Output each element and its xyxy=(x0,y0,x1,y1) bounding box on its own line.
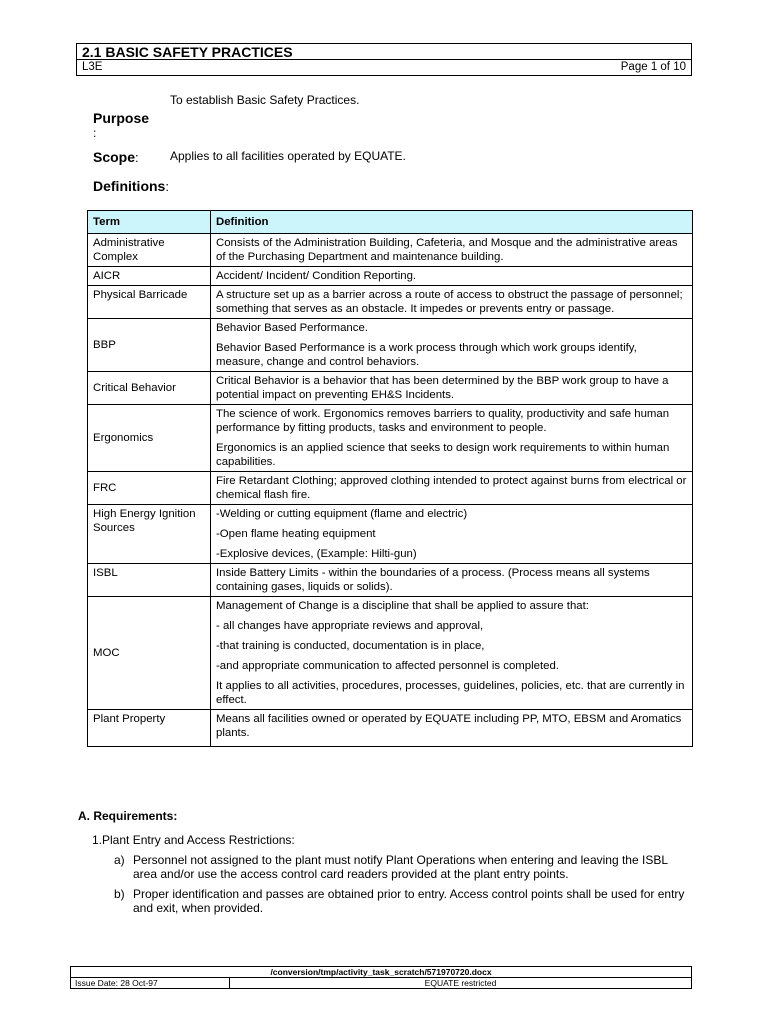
definition-cell xyxy=(211,234,693,267)
table-row xyxy=(88,597,693,710)
requirement-subitem xyxy=(114,853,694,881)
subitem-text: Proper identification and passes are obtained prior to entry. Access control points shall be used for entry and exit, when provided. xyxy=(133,887,685,915)
document-title-text: 2.1 BASIC SAFETY PRACTICES xyxy=(82,44,293,60)
table-row xyxy=(88,505,693,564)
term-cell: MOC xyxy=(88,597,211,710)
table-row xyxy=(88,564,693,597)
table-row xyxy=(88,472,693,505)
scope-text: Applies to all facilities operated by EQUATE. xyxy=(170,149,406,163)
footer-issue-date: Issue Date: 28 Oct-97 xyxy=(71,978,230,989)
definition-text: Accident/ Incident/ Condition Reporting. xyxy=(216,270,417,282)
definition-text: Inside Battery Limits - within the boundaries of a process. (Process means all systems containing gases, liquids or solids). xyxy=(216,567,650,593)
definition-text: It applies to all activities, procedures, processes, guidelines, policies, etc. that are currently in effect. xyxy=(216,680,685,706)
table-row xyxy=(88,405,693,472)
definition-cell xyxy=(211,372,693,405)
definition-cell xyxy=(211,564,693,597)
scope-label-text: Scope xyxy=(93,149,136,165)
definition-text: -that training is conducted, documentation is in place, xyxy=(216,640,485,652)
purpose-label: Purpose xyxy=(93,110,150,126)
document-title xyxy=(76,43,692,60)
term-cell: Critical Behavior xyxy=(88,372,211,405)
term-cell: High Energy Ignition Sources xyxy=(88,505,211,564)
requirements-heading: A. Requirements: xyxy=(78,809,178,823)
table-header-row xyxy=(88,211,693,234)
table-row xyxy=(88,234,693,267)
definition-text: -Open flame heating equipment xyxy=(216,528,376,540)
definition-text: Means all facilities owned or operated by EQUATE including PP, MTO, EBSM and Aromatics plants. xyxy=(216,713,682,739)
subitem-marker: b) xyxy=(114,887,125,901)
definition-text: -and appropriate communication to affected personnel is completed. xyxy=(216,660,559,672)
definitions-colon: : xyxy=(165,179,169,194)
definition-cell xyxy=(211,319,693,372)
definition-text: Behavior Based Performance. xyxy=(216,322,368,334)
definition-text: -Welding or cutting equipment (flame and electric) xyxy=(216,508,468,520)
term-cell: ISBL xyxy=(88,564,211,597)
subitem-marker: a) xyxy=(114,853,125,867)
definition-text: Consists of the Administration Building, Cafeteria, and Mosque and the administrative areas of the Purchasing Department and maintenance building. xyxy=(216,237,678,263)
column-header-definition: Definition xyxy=(211,211,693,234)
document-code: L3E xyxy=(82,61,103,73)
definitions-table xyxy=(87,210,693,747)
definition-cell xyxy=(211,472,693,505)
definitions-label xyxy=(93,178,169,194)
subitem-text: Personnel not assigned to the plant must notify Plant Operations when entering and leaving the ISBL area and/or use the access control card readers provided at the plant entry points. xyxy=(133,853,668,881)
term-cell: Ergonomics xyxy=(88,405,211,472)
purpose-colon: : xyxy=(93,126,97,140)
definition-text: -Explosive devices, (Example: Hilti-gun) xyxy=(216,548,417,560)
term-cell: Physical Barricade xyxy=(88,286,211,319)
definitions-label-text: Definitions xyxy=(93,178,166,194)
definition-cell xyxy=(211,286,693,319)
term-cell: Plant Property xyxy=(88,710,211,747)
definition-text: A structure set up as a barrier across a route of access to obstruct the passage of personnel; something that serves as an obstacle. It impedes or prevents entry or passage. xyxy=(216,289,683,315)
scope-label xyxy=(93,149,139,165)
table-row xyxy=(88,372,693,405)
definition-text: Behavior Based Performance is a work process through which work groups identify, measure, change and control behaviors. xyxy=(216,342,637,368)
term-cell: Administrative Complex xyxy=(88,234,211,267)
table-row xyxy=(88,267,693,286)
term-cell: BBP xyxy=(88,319,211,372)
footer-classification: EQUATE restricted xyxy=(230,978,692,989)
definition-text: - all changes have appropriate reviews and approval, xyxy=(216,620,484,632)
page-footer xyxy=(70,966,692,989)
definition-text: The science of work. Ergonomics removes barriers to quality, productivity and safe human performance by fitting products, tasks and environment to people. xyxy=(216,408,670,434)
definition-text: Fire Retardant Clothing; approved clothing intended to protect against burns from electrical or chemical flash fire. xyxy=(216,475,687,501)
definition-text: Ergonomics is an applied science that seeks to design work requirements to within human capabilities. xyxy=(216,442,670,468)
column-header-term: Term xyxy=(88,211,211,234)
definition-cell xyxy=(211,597,693,710)
term-cell: AICR xyxy=(88,267,211,286)
definition-cell xyxy=(211,405,693,472)
requirement-subitem xyxy=(114,887,694,915)
term-cell: FRC xyxy=(88,472,211,505)
table-row xyxy=(88,319,693,372)
table-row xyxy=(88,710,693,747)
definition-text: Management of Change is a discipline that shall be applied to assure that: xyxy=(216,600,589,612)
footer-file-path: /conversion/tmp/activity_task_scratch/571970720.docx xyxy=(71,967,692,978)
requirement-item: 1.Plant Entry and Access Restrictions: xyxy=(92,833,295,847)
definition-cell xyxy=(211,267,693,286)
table-row xyxy=(88,286,693,319)
page-indicator: Page 1 of 10 xyxy=(620,61,686,73)
purpose-text: To establish Basic Safety Practices. xyxy=(170,93,360,107)
document-subheader xyxy=(76,60,692,76)
definition-text: Critical Behavior is a behavior that has been determined by the BBP work group to have a potential impact on preventing EH&S Incidents. xyxy=(216,375,669,401)
definition-cell xyxy=(211,505,693,564)
definition-cell xyxy=(211,710,693,747)
scope-colon: : xyxy=(135,150,139,165)
